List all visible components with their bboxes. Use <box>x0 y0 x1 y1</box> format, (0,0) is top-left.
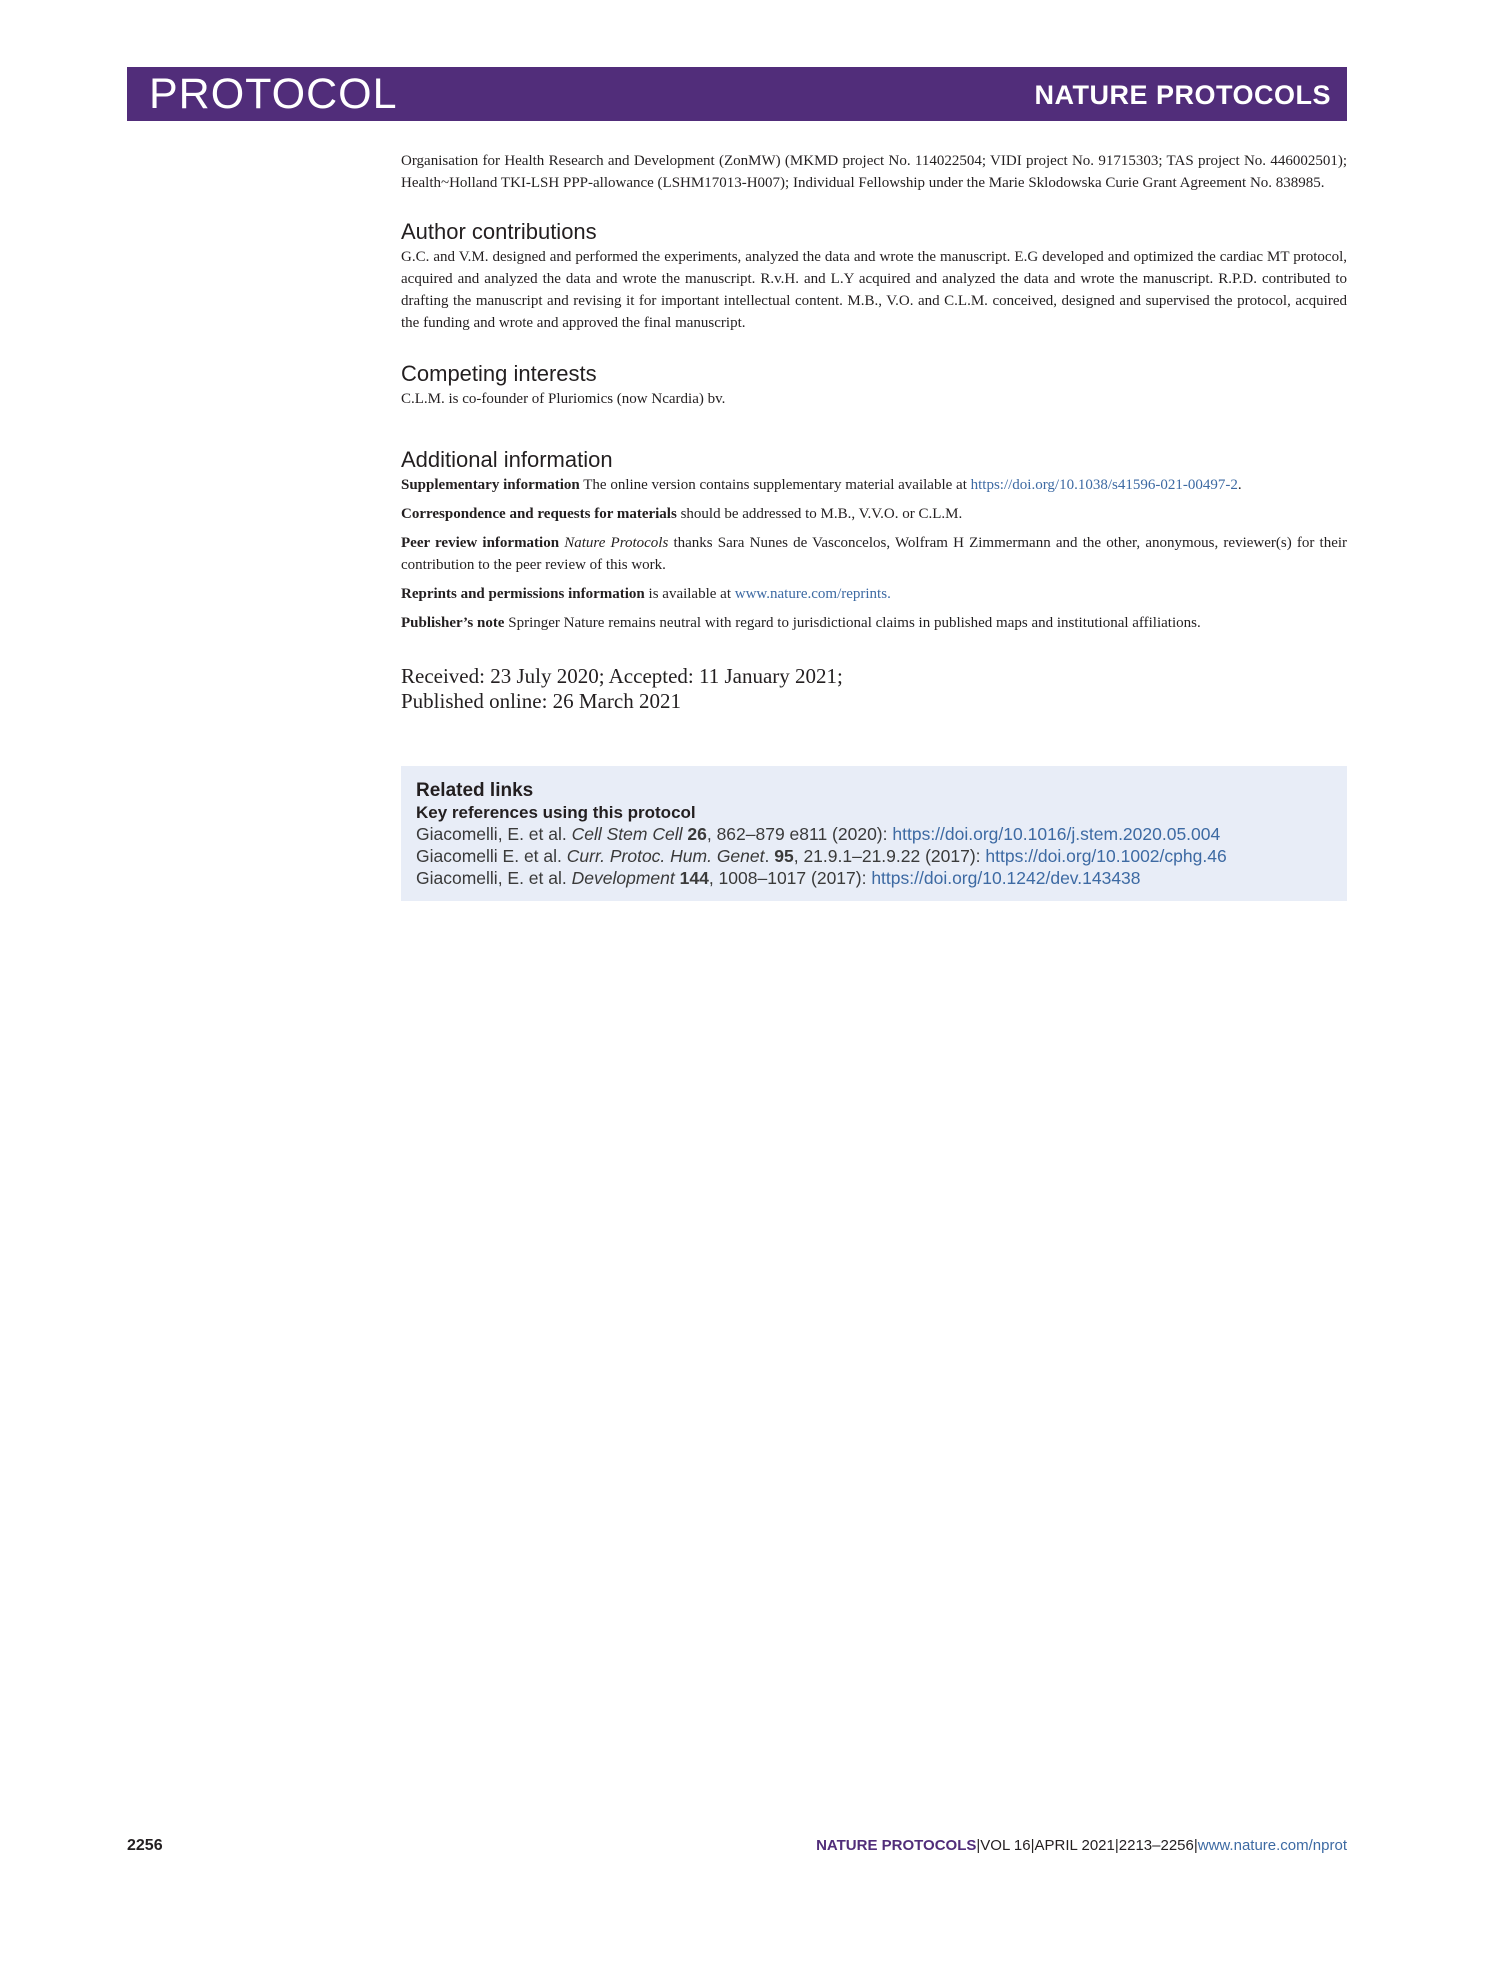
footer-separator: | <box>1114 1837 1119 1854</box>
received-accepted-dates: Received: 23 July 2020; Accepted: 11 January 2021; <box>401 664 843 688</box>
article-type-label: PROTOCOL <box>149 70 398 118</box>
article-dates <box>401 664 1347 714</box>
correspondence-info <box>401 503 1347 525</box>
footer-separator: | <box>1030 1837 1035 1854</box>
competing-interests-text: C.L.M. is co-founder of Pluriomics (now Ncardia) bv. <box>401 391 726 407</box>
publishers-note <box>401 612 1347 634</box>
additional-information-heading: Additional information <box>401 447 613 472</box>
reference-journal: Curr. Protoc. Hum. Genet <box>566 846 765 866</box>
reference-journal: Cell Stem Cell <box>571 824 683 844</box>
reference-pages: , 862–879 e811 (2020): <box>706 824 893 844</box>
page-number: 2256 <box>127 1837 163 1854</box>
competing-interests-heading: Competing interests <box>401 361 597 386</box>
footer-date: APRIL 2021 <box>1034 1837 1115 1854</box>
publishers-note-text: Springer Nature remains neutral with regard to jurisdictional claims in published maps and institutional affiliations. <box>504 615 1201 631</box>
funding-text: Organisation for Health Research and Development (ZonMW) (MKMD project No. 114022504; VIDI project No. 91715303; TAS project No. 446002501); Health~Holland TKI-LSH PPP-allowance (LSHM17013-H007); Individual Fellowship under the Marie Sklodowska Curie Grant Agreement No. 838985. <box>401 153 1347 191</box>
footer-pages: 2213–2256 <box>1118 1837 1194 1854</box>
journal-name-header: NATURE PROTOCOLS <box>1034 80 1331 110</box>
reprints-link[interactable]: www.nature.com/reprints. <box>734 586 891 602</box>
correspondence-label: Correspondence and requests for materials <box>401 506 677 522</box>
footer-separator: | <box>1193 1837 1198 1854</box>
reference-volume: 26 <box>687 824 707 844</box>
supplementary-text: The online version contains supplementary material available at <box>579 477 971 493</box>
supplementary-info <box>401 474 1347 496</box>
author-contributions-text: G.C. and V.M. designed and performed the experiments, analyzed the data and wrote the manuscript. E.G developed and optimized the cardiac MT protocol, acquired and analyzed the data and wrote the manuscript. R.v.H. and L.Y acquired and analyzed the data and wrote the manuscript. R.P.D. contributed to drafting the manuscript and revising it for important intellectual content. M.B., V.O. and C.L.M. conceived, designed and supervised the protocol, acquired the funding and wrote and approved the final manuscript. <box>401 249 1347 331</box>
reference-journal: Development <box>571 868 675 888</box>
footer-separator: | <box>976 1837 981 1854</box>
supplementary-period: . <box>1237 477 1242 493</box>
reference-authors: Giacomelli, E. et al. <box>416 868 572 888</box>
correspondence-text: should be addressed to M.B., V.V.O. or C.L.M. <box>676 506 963 522</box>
peer-review-text: thanks Sara Nunes de Vasconcelos, Wolfram H Zimmermann and the other, anonymous, reviewer(s) for their contribution to the peer review of this work. <box>401 535 1348 573</box>
published-online-date: Published online: 26 March 2021 <box>401 689 681 713</box>
reference-pages: , 1008–1017 (2017): <box>708 868 872 888</box>
reprints-info <box>401 583 1347 605</box>
reprints-text: is available at <box>644 586 735 602</box>
footer-citation <box>816 1837 1347 1854</box>
peer-review-info <box>401 532 1347 576</box>
related-links-box <box>401 766 1347 901</box>
footer-journal: NATURE PROTOCOLS <box>816 1837 977 1854</box>
reference-volume: 144 <box>679 868 709 888</box>
reference-authors: Giacomelli, E. et al. <box>416 824 572 844</box>
header-bar <box>127 67 1347 121</box>
reference-link[interactable]: https://doi.org/10.1002/cphg.46 <box>985 846 1227 866</box>
peer-review-label: Peer review information <box>401 535 560 551</box>
peer-review-journal: Nature Protocols <box>564 535 669 551</box>
related-links-subtitle: Key references using this protocol <box>416 803 696 822</box>
author-contributions-heading: Author contributions <box>401 219 597 244</box>
footer-volume: VOL 16 <box>980 1837 1031 1854</box>
footer-url[interactable]: www.nature.com/nprot <box>1197 1837 1347 1854</box>
reference-journal-suffix: . <box>764 846 770 866</box>
reference-item <box>416 867 1332 889</box>
related-links-title: Related links <box>416 780 534 801</box>
main-content <box>401 150 1347 901</box>
reference-authors: Giacomelli E. et al. <box>416 846 567 866</box>
reprints-label: Reprints and permissions information <box>401 586 645 602</box>
reference-volume: 95 <box>774 846 794 866</box>
supplementary-link[interactable]: https://doi.org/10.1038/s41596-021-00497-2 <box>970 477 1238 493</box>
publishers-note-label: Publisher’s note <box>401 615 505 631</box>
reference-link[interactable]: https://doi.org/10.1242/dev.143438 <box>871 868 1141 888</box>
supplementary-label: Supplementary information <box>401 477 580 493</box>
reference-pages: , 21.9.1–21.9.22 (2017): <box>793 846 986 866</box>
reference-link[interactable]: https://doi.org/10.1016/j.stem.2020.05.004 <box>892 824 1221 844</box>
reference-item <box>416 823 1332 845</box>
reference-item <box>416 845 1332 867</box>
